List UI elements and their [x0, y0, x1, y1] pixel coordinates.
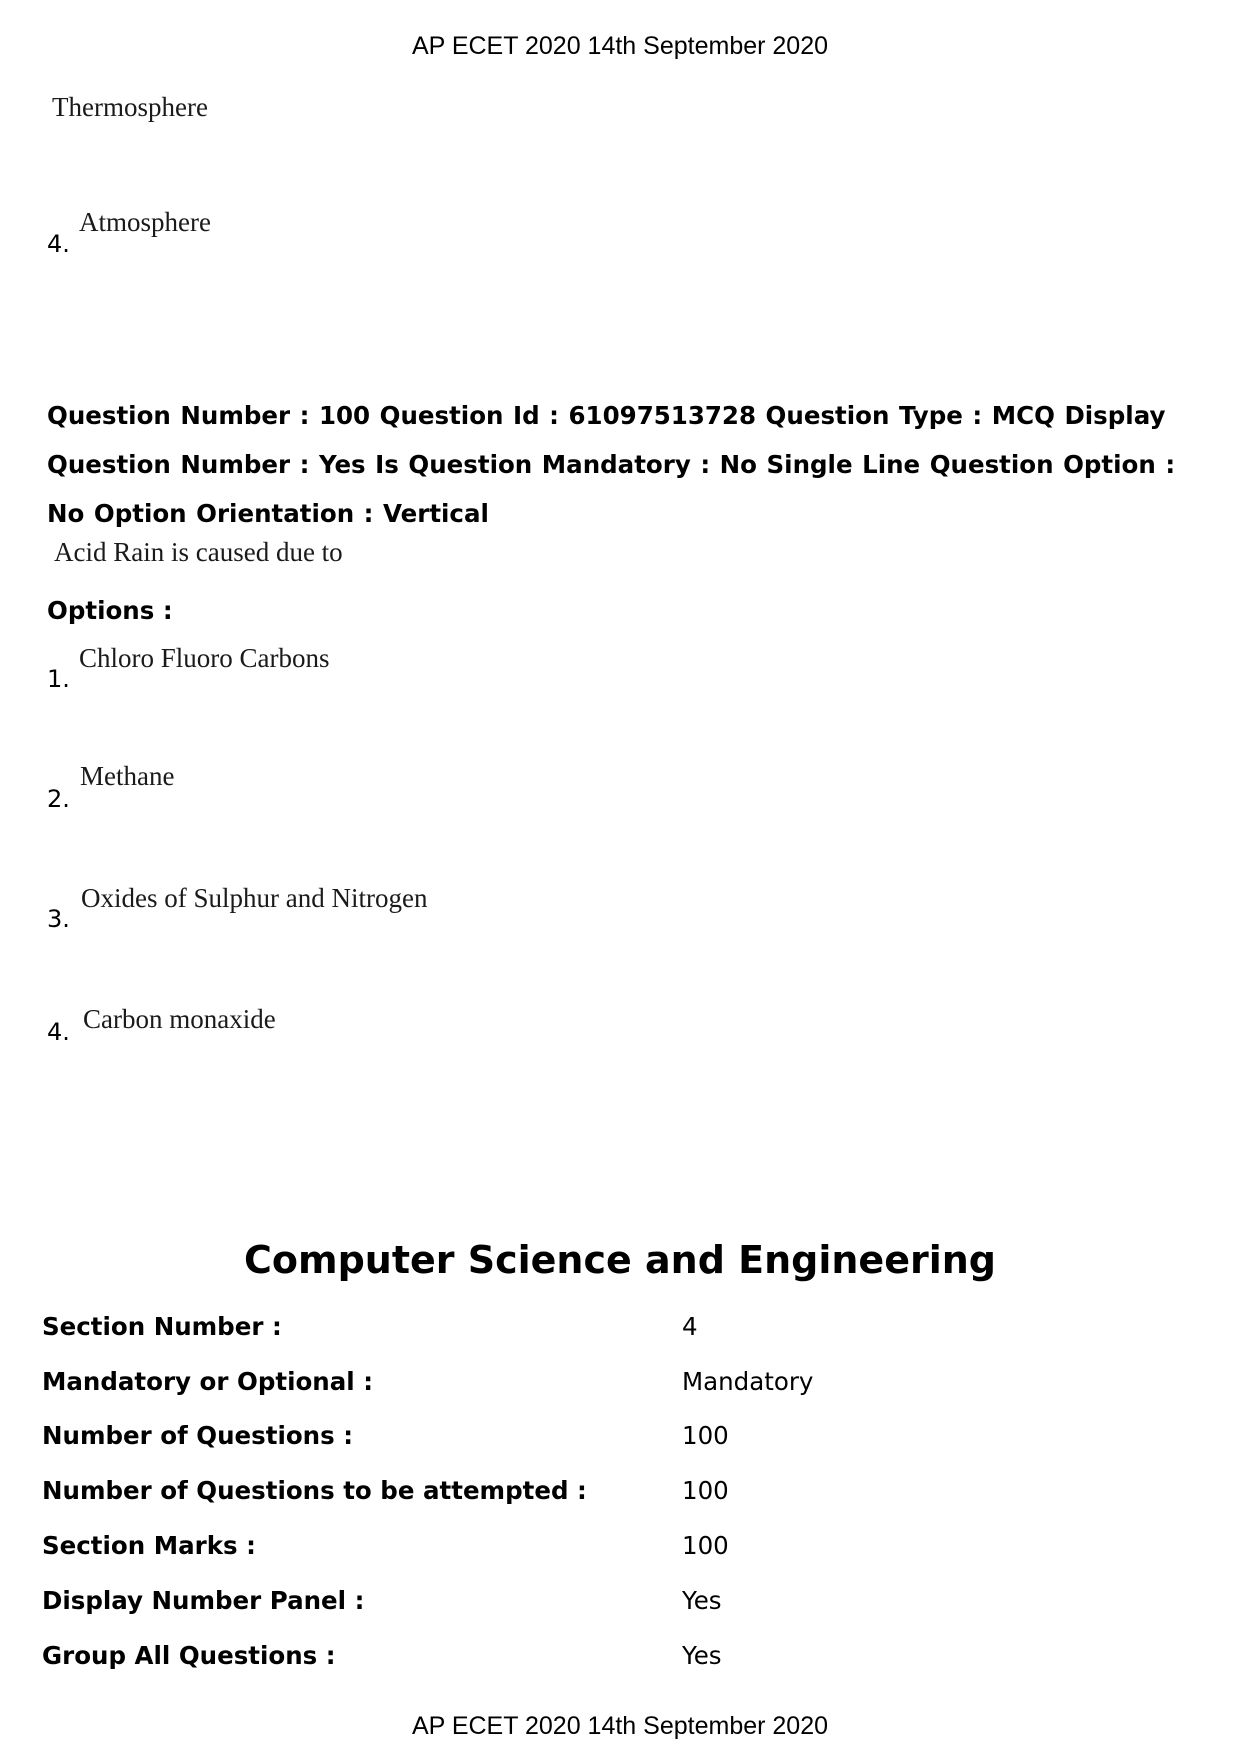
- section-info-label: Display Number Panel :: [42, 1586, 365, 1615]
- page-footer: AP ECET 2020 14th September 2020: [411, 1712, 829, 1740]
- option-4-text: Carbon monaxide: [83, 1004, 276, 1034]
- option-1-number: 1.: [47, 665, 70, 693]
- prev-option-4-number: 4.: [47, 230, 70, 258]
- section-title: Computer Science and Engineering: [243, 1238, 996, 1282]
- section-info-value: 100: [682, 1531, 729, 1560]
- section-info-value: Yes: [682, 1641, 722, 1670]
- section-info-value: 4: [682, 1312, 698, 1341]
- section-info-row: [42, 1641, 1192, 1681]
- option-3-number: 3.: [47, 905, 70, 933]
- section-info-row: [42, 1367, 1192, 1407]
- section-info-value: 100: [682, 1476, 729, 1505]
- prev-option-4-text: Atmosphere: [79, 207, 211, 237]
- section-info-row: [42, 1531, 1192, 1571]
- section-info-label: Group All Questions :: [42, 1641, 336, 1670]
- question-metadata: Question Number : 100 Question Id : 61097513728 Question Type : MCQ Display Question Number : Yes Is Question Mandatory : No Single Line Question Option : No Option Orientation : Vertical: [47, 401, 1176, 528]
- section-info-label: Section Marks :: [42, 1531, 256, 1560]
- section-info-value: Yes: [682, 1586, 722, 1615]
- section-info-value: Mandatory: [682, 1367, 814, 1396]
- section-info-row: [42, 1476, 1192, 1516]
- page-header: AP ECET 2020 14th September 2020: [411, 32, 829, 60]
- section-info-label: Mandatory or Optional :: [42, 1367, 374, 1396]
- options-label: Options :: [47, 596, 173, 625]
- option-1-text: Chloro Fluoro Carbons: [79, 643, 330, 673]
- question-text: Acid Rain is caused due to: [54, 537, 343, 567]
- section-info-row: [42, 1586, 1192, 1626]
- section-info-label: Number of Questions to be attempted :: [42, 1476, 587, 1505]
- option-2-text: Methane: [80, 761, 175, 791]
- prev-option-3-text: Thermosphere: [52, 92, 208, 122]
- option-4-number: 4.: [47, 1018, 70, 1046]
- section-info-row: [42, 1312, 1192, 1352]
- option-2-number: 2.: [47, 785, 70, 813]
- section-info-label: Section Number :: [42, 1312, 282, 1341]
- section-info-row: [42, 1421, 1192, 1461]
- option-3-text: Oxides of Sulphur and Nitrogen: [81, 883, 428, 913]
- section-info-value: 100: [682, 1421, 729, 1450]
- section-info-label: Number of Questions :: [42, 1421, 354, 1450]
